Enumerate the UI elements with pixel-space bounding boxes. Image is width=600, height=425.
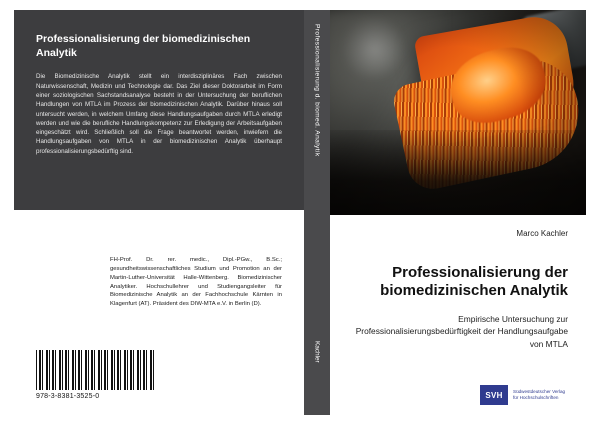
isbn-number: 978-3-8381-3525-0: [36, 393, 100, 400]
front-cover-title: Professionalisierung der biomedizinischen Analytik: [380, 264, 568, 300]
back-cover-lower-panel: [14, 210, 304, 415]
front-cover: [330, 10, 586, 415]
barcode-icon: [36, 350, 154, 390]
photo-vignette: [330, 10, 586, 215]
cover-photograph: [330, 10, 586, 215]
author-biography: FH-Prof. Dr. rer. medic., Dipl.-PGw., B.Sc.; gesundheitswissenschaftliches Studium und Promotion an der Martin-Luther-Universität Halle-Wittenberg. Biomedizinischer Analytiker. Hochschullehrer und Studiengangsleiter für Biomedizinische Analytik an der Fachhochschule Kärnten in Klagenfurt (AT). Präsident des DIW-MTA e.V. in Berlin (D).: [110, 257, 282, 308]
author-portrait: [38, 250, 102, 330]
back-cover-abstract: Die Biomedizinische Analytik stellt ein interdisziplinäres Fach zwischen Naturwissenschaft, Medizin und Technologie dar. Das Ziel dieser Doktorarbeit im Form einer soziologischen Sachstandsanalyse besteht in der Untersuchung der beruflichen Handlungen von MTLA im Prozess der biomedizinischen Analytik. Darüber hinaus soll untersucht werden, in welchem Umfang diese Handlungsaufgaben durch MTLA erledigt werden und wie die berufliche Handlungskompetenz zur Erledigung der Arbeitsaufgaben eingeschätzt wird. Schließlich soll die Frage beantwortet werden, inwiefern die Handlungsaufgaben von MTLA in der biomedizinischen Analytik überhaupt professionalisierungsbedürftig sind.: [36, 73, 282, 155]
back-cover-title: Professionalisierung der biomedizinischen Analytik: [36, 33, 251, 60]
publisher-block: [480, 385, 572, 405]
front-cover-subtitle: Empirische Untersuchung zur Professionalisierungsbedürftigkeit der Handlungsaufgabe von MTLA: [355, 313, 568, 349]
book-cover: [14, 10, 586, 415]
spine-title: Professionalisierung d. biomed. Analytik: [313, 24, 321, 157]
spine-author: Kachler: [313, 341, 321, 363]
barcode-area: [36, 350, 156, 400]
front-cover-author: Marco Kachler: [516, 229, 568, 238]
publisher-name: [513, 389, 565, 401]
back-cover-text-panel: [14, 10, 304, 210]
publisher-name-line2: für Hochschulschriften: [513, 395, 559, 400]
publisher-logo: SVH: [480, 385, 508, 405]
back-cover: [14, 10, 304, 415]
book-spine: [304, 10, 330, 415]
publisher-name-line1: Südwestdeutscher Verlag: [513, 388, 566, 394]
